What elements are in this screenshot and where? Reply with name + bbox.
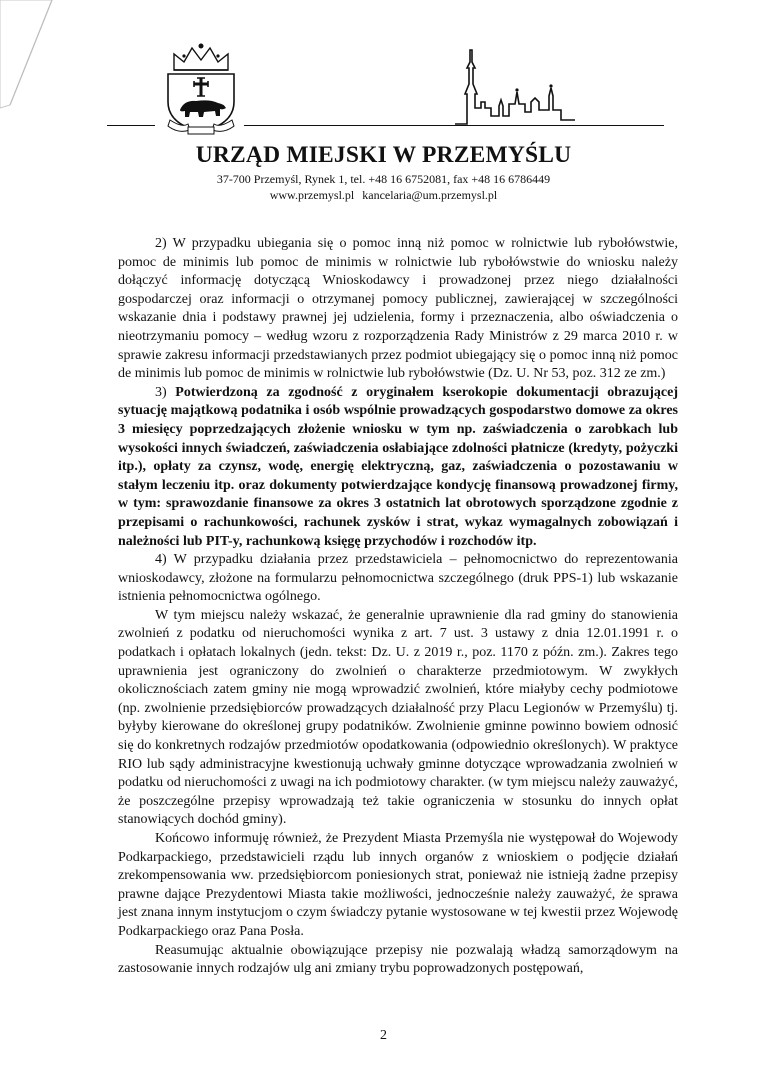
institution-address: 37-700 Przemyśl, Rynek 1, tel. +48 16 6752081, fax +48 16 6786449 (216, 172, 551, 186)
paragraph-2: 2) W przypadku ubiegania się o pomoc inną niż pomoc w rolnictwie lub rybołówstwie, pomoc de minimis lub pomoc de minimis w rolnictwie lub rybołówstwie do wniosku należy dołączyć informację dotyczącą Wnioskodawcy i prowadzonej przez niego działalności gospodarczej oraz informacji o otrzymanej pomocy publicznej, zawierającej w szczególności wskazanie dnia i podstawy prawnej jej udzielenia, formy i przeznaczenia, albo oświadczenia o nieotrzymaniu pomocy – według wzoru z rozporządzenia Rady Ministrów z 29 marca 2010 r. w sprawie zakresu informacji przedstawianych przez podmiot ubiegający się o pomoc inną niż pomoc de minimis lub pomoc de minimis w rolnictwie lub rybołówstwie (Dz. U. Nr 53, poz. 312 ze zm.) (118, 236, 678, 382)
paragraph-3 (118, 384, 678, 551)
paragraph-4: 4) W przypadku działania przez przedstawiciela – pełnomocnictwo do reprezentowania wnioskodawcy, złożone na formularzu pełnomocnictwa szczególnego (druk PPS-1) lub wskazanie istnienia pełnomocnictwa ogólnego. (118, 552, 678, 605)
institution-name: URZĄD MIEJSKI W PRZEMYŚLU (195, 142, 572, 168)
letterhead (0, 0, 767, 210)
coat-of-arms-icon (160, 40, 242, 136)
paragraph-closing-info: Końcowo informuję również, że Prezydent Miasta Przemyśla nie występował do Wojewody Podkarpackiego, przedstawicieli rządu lub innych organów z wnioskiem o podjęcie działań zrekompensowania ww. przedsiębiorcom poniesionych strat, ponieważ nie istnieją żadne przepisy prawne dające Prezydentowi Miasta takie możliwości, jednocześnie należy zauważyć, że sprawa jest znana innym instytucjom o czym świadczy pytanie wystosowane w tej kwestii przez Wojewodę Podkarpackiego oraz Pana Posła. (118, 831, 678, 939)
institution-contact: www.przemysl.pl kancelaria@um.przemysl.pl (269, 188, 498, 202)
paragraph-3-bold-text: Potwierdzoną za zgodność z oryginałem kserokopie dokumentacji obrazującej sytuację majątkową podatnika i osób wspólnie prowadzących gospodarstwo domowe za okres 3 miesięcy poprzedzających złożenie wniosku w tym np. zaświadczenia o zarobkach lub wysokości innych świadczeń, zaświadczenia osłabiające zdolności płatnicze (kredyty, pożyczki itp.), opłaty za czynsz, wodę, energię elektryczną, gaz, zaświadczenia o pozostawaniu w stałym leczeniu itp. oraz dokumenty potwierdzające kondycję finansową prowadzonej firmy, w tym: sprawozdanie finansowe za okres 3 ostatnich lat obrotowych sporządzone zgodnie z przepisami o rachunkowości, rachunek zysków i strat, wykaz wymagalnych zobowiązań i należności lub PIT-y, rachunkową księgę przychodów i rozchodów itp. (118, 384, 678, 549)
paragraph-legal-basis: W tym miejscu należy wskazać, że generalnie uprawnienie dla rad gminy do stanowienia zwolnień z podatku od nieruchomości wynika z art. 7 ust. 3 ustawy z dnia 12.01.1991 r. o podatkach i opłatach lokalnych (jedn. tekst: Dz. U. z 2019 r., poz. 1170 z późn. zm.). Zakres tego uprawnienia jest ograniczony do zwolnień o charakterze przedmiotowym. W zwykłych okolicznościach zatem gminy nie mogą wprowadzić zwolnień, które miałyby cechy podmiotowe (np. zwolnienie przedsiębiorców prowadzących działalność przy Placu Legionów w Przemyślu) tj. byłyby kierowane do określonej grupy podatników. Zwolnienie gminne powinno bowiem odnosić się do konkretnych rodzajów przedmiotów opodatkowania (odpowiednio określonych). W praktyce RIO lub sądy administracyjne kwestionują uchwały gminne dotyczące wprowadzania zwolnień w podatku od nieruchomości z uwagi na ich podmiotowy charakter. (w tym miejscu należy zauważyć, że poszczególne przepisy wprowadzają też takie ograniczenia w stosunku do innych opłat stanowiących dochód gminy). (118, 607, 678, 828)
letter-body (118, 235, 678, 979)
city-skyline-icon (455, 44, 575, 126)
paragraph-summary: Reasumując aktualnie obowiązujące przepisy nie pozwalają władzą samorządowym na zastosowanie innych rodzajów ulg ani zmiany trybu poprowadzonych postępowań, (118, 942, 678, 977)
header-rule-right (244, 125, 664, 126)
header-rule-left (107, 125, 155, 126)
page-number: 2 (380, 1028, 387, 1043)
paragraph-3-number: 3) (155, 384, 176, 400)
